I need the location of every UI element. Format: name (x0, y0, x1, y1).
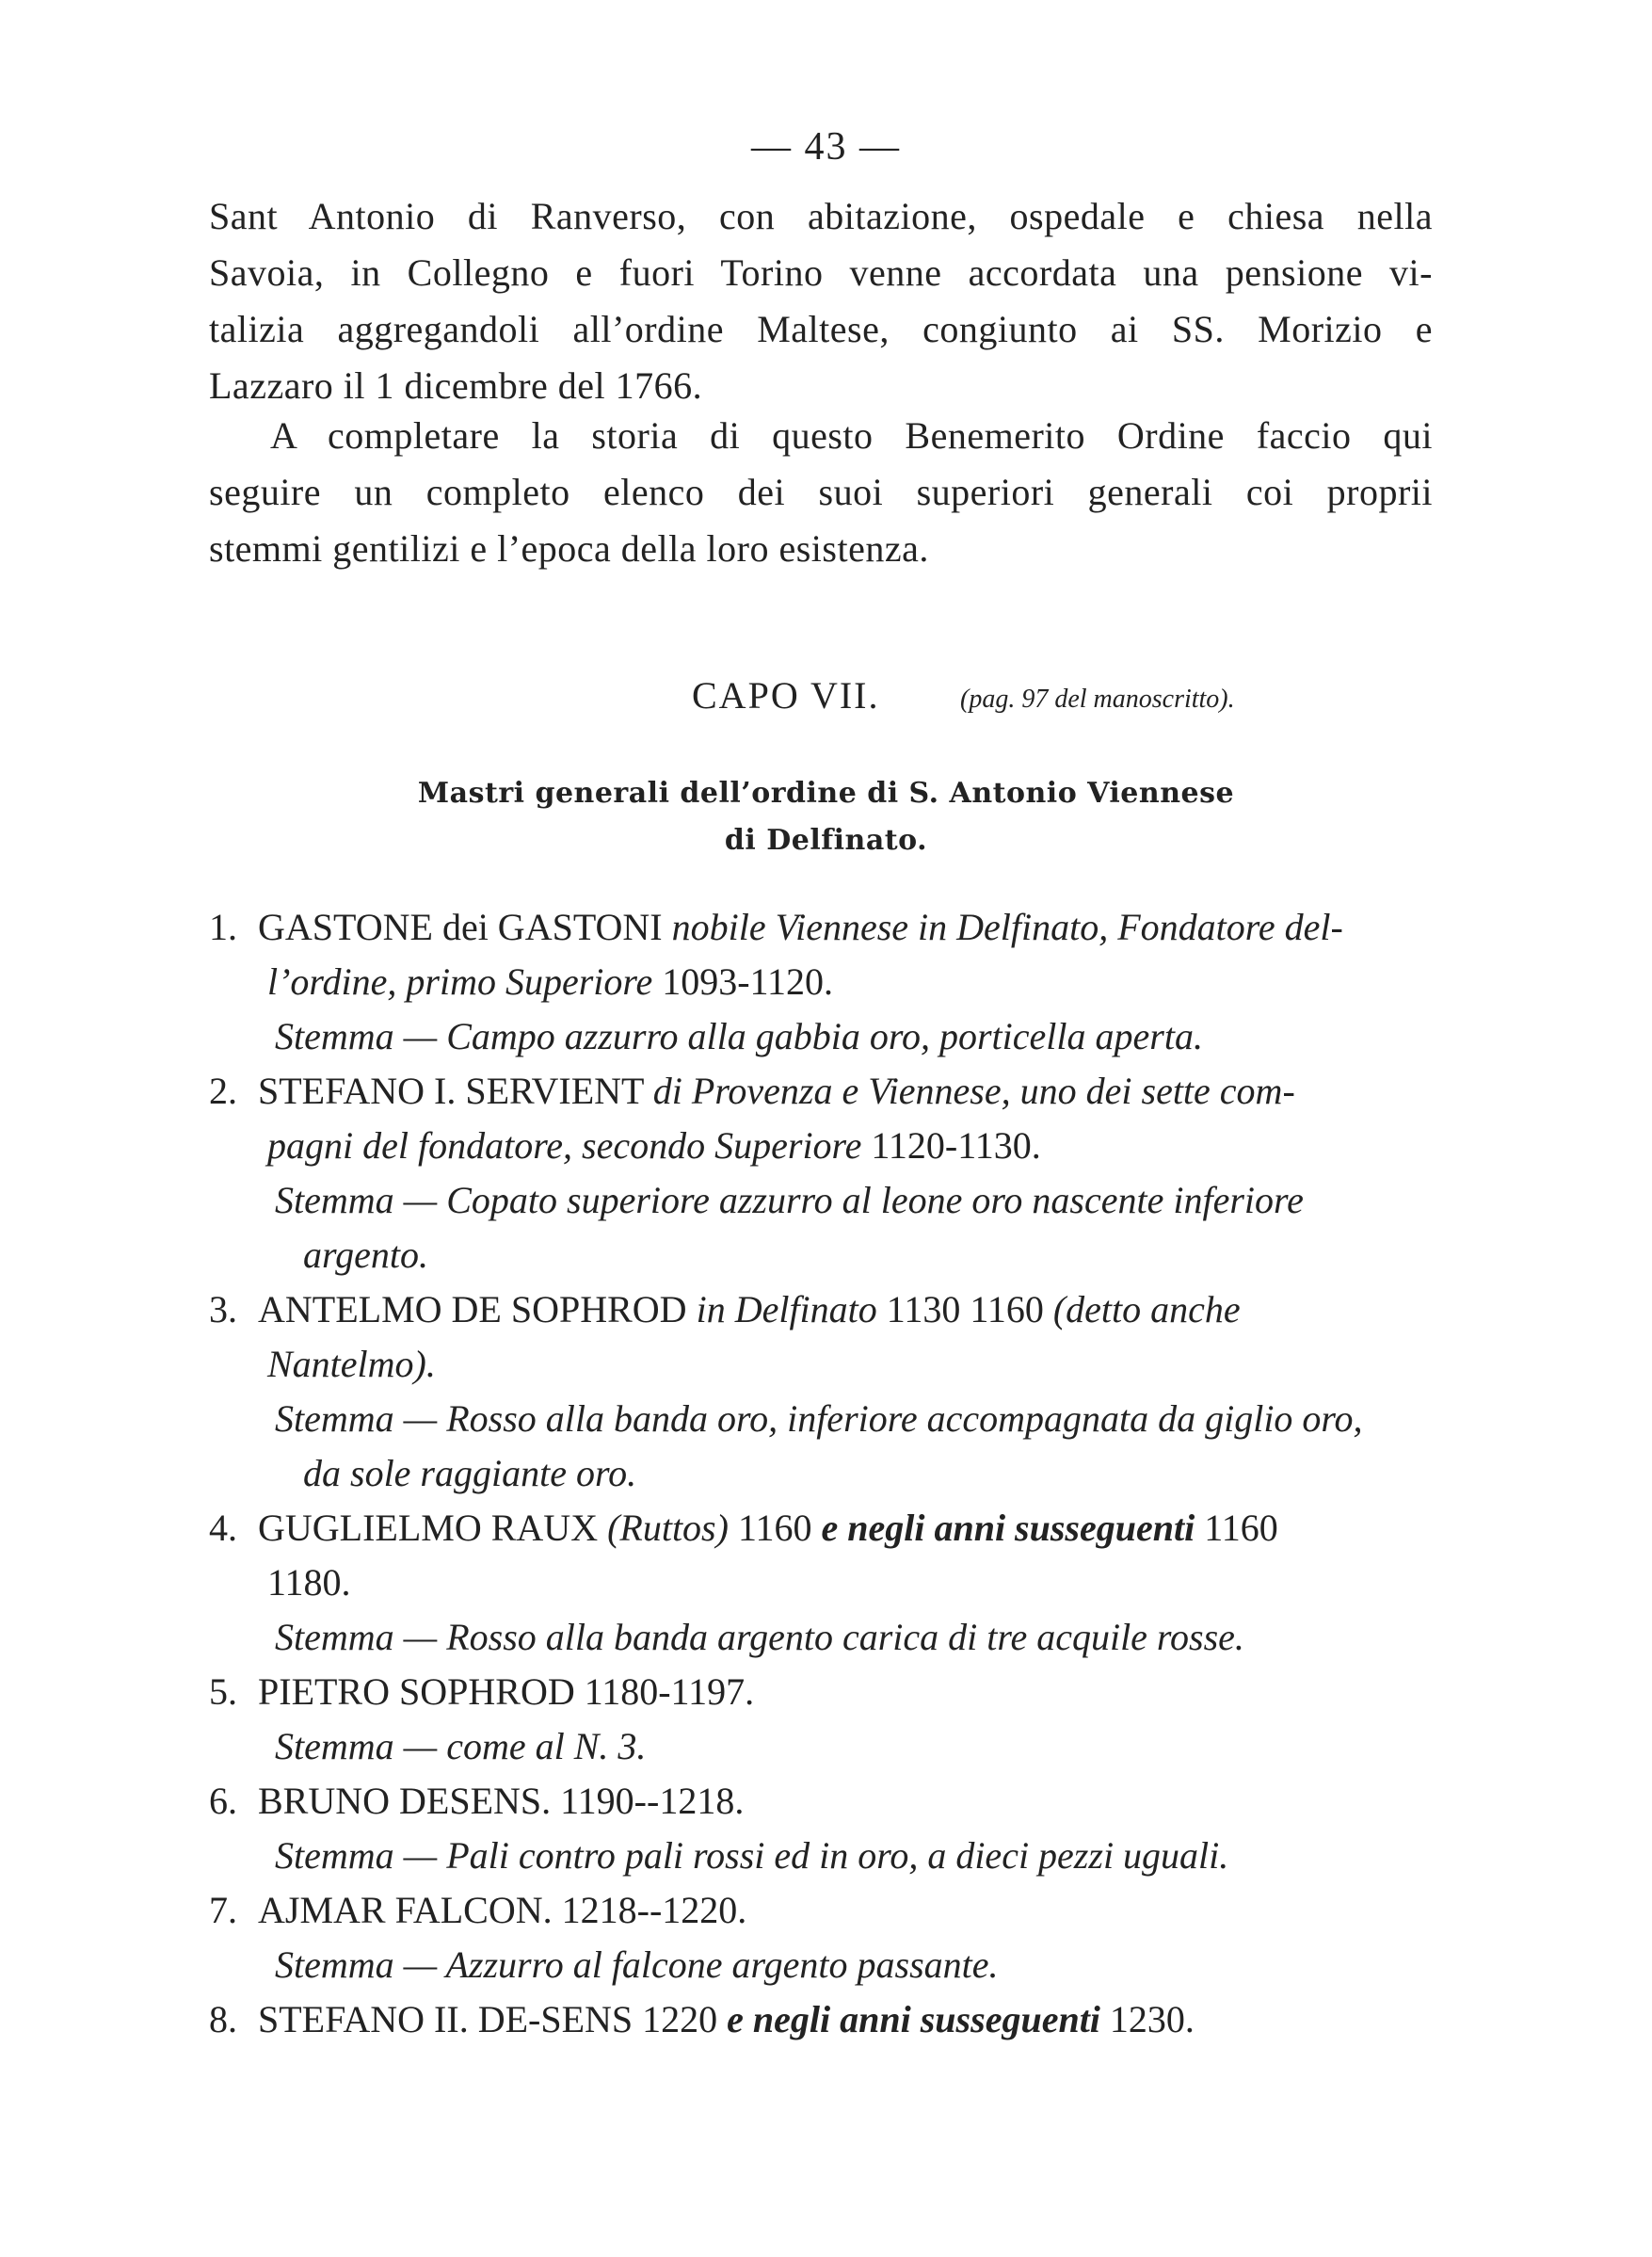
entry-name: BRUNO DESENS. (258, 1780, 552, 1822)
entry-heading (209, 1064, 1433, 1173)
entry-number: 4. (209, 1507, 237, 1549)
entry-coat-of-arms: Stemma — come al N. 3. (275, 1725, 647, 1767)
entry-dates: 1130 1160 (886, 1288, 1044, 1330)
entry-number: 7. (209, 1889, 237, 1931)
entry-number: 3. (209, 1288, 237, 1330)
entry-dates: 1160 (737, 1507, 812, 1549)
entry-description: l’ordine, primo Superiore (267, 960, 653, 1003)
text-line: Savoia, in Collegno e fuori Torino venne accordata una pensione vi- (209, 251, 1433, 294)
text-line: stemmi gentilizi e l’epoca della loro esistenza. (209, 527, 929, 570)
text-line: seguire un completo elenco dei suoi superiori generali coi proprii (209, 471, 1433, 513)
entry-heading (209, 1774, 1433, 1829)
entry-description: di Provenza e Viennese, uno dei sette com- (652, 1070, 1295, 1112)
section-subtitle (0, 770, 1652, 864)
entry-coat-of-arms (209, 1392, 1433, 1501)
entry-heading (209, 1665, 1433, 1719)
list-item (209, 1883, 1433, 1992)
entry-description: Nantelmo). (267, 1343, 436, 1385)
entry-number: 6. (209, 1780, 237, 1822)
list-item (209, 1992, 1433, 2047)
entry-description: e negli anni susseguenti (821, 1507, 1195, 1549)
entry-number: 5. (209, 1670, 237, 1713)
stemma-text: da sole raggiante oro. (303, 1452, 637, 1494)
entry-heading (209, 1501, 1433, 1610)
list-item (209, 1665, 1433, 1774)
entry-dates: 1180-1197. (584, 1670, 755, 1713)
entry-coat-of-arms (209, 1173, 1433, 1282)
masters-list (209, 900, 1433, 2047)
entry-dates: 1160 (1204, 1507, 1278, 1549)
entry-number: 1. (209, 906, 237, 948)
entry-name: AJMAR FALCON. (258, 1889, 553, 1931)
chapter-note: (pag. 97 del manoscritto). (960, 685, 1235, 714)
stemma-text: Stemma — Copato superiore azzurro al leone oro nascente inferiore (275, 1179, 1304, 1221)
stemma-text: Stemma — Rosso alla banda oro, inferiore accompagnata da giglio oro, (275, 1397, 1363, 1440)
entry-heading (209, 900, 1433, 1009)
entry-heading (209, 1992, 1433, 2047)
entry-coat-of-arms: Stemma — Pali contro pali rossi ed in oro, a dieci pezzi uguali. (275, 1834, 1229, 1877)
entry-name: GUGLIELMO RAUX (258, 1507, 599, 1549)
entry-description: pagni del fondatore, secondo Superiore (267, 1124, 862, 1167)
list-item (209, 1282, 1433, 1501)
list-item (209, 1501, 1433, 1665)
list-item (209, 1064, 1433, 1282)
entry-name: STEFANO I. SERVIENT (258, 1070, 644, 1112)
entry-coat-of-arms: Stemma — Azzurro al falcone argento passante. (275, 1943, 999, 1986)
entry-description: e negli anni susseguenti (727, 1998, 1100, 2040)
list-item (209, 1774, 1433, 1883)
text-line: Sant Antonio di Ranverso, con abitazione, ospedale e chiesa nella (209, 195, 1433, 237)
entry-dates: 1120-1130. (871, 1124, 1041, 1167)
entry-heading (209, 1282, 1433, 1392)
entry-dates: 1093-1120. (662, 960, 834, 1003)
text-line: talizia aggregandoli all’ordine Maltese, congiunto ai SS. Morizio e (209, 308, 1433, 350)
entry-description: (detto anche (1052, 1288, 1241, 1330)
page-number: — 43 — (751, 125, 901, 169)
entry-description: nobile Viennese in Delfinato, Fondatore del- (671, 906, 1343, 948)
subtitle-line: di Delfinato. (724, 824, 928, 857)
entry-number: 8. (209, 1998, 237, 2040)
chapter-title: CAPO VII. (692, 674, 880, 717)
entry-coat-of-arms: Stemma — Rosso alla banda argento carica di tre acquile rosse. (275, 1616, 1244, 1658)
entry-number: 2. (209, 1070, 237, 1112)
list-item (209, 900, 1433, 1064)
entry-dates: 1190--1218. (560, 1780, 745, 1822)
entry-dates: 1180. (267, 1561, 351, 1604)
paragraph-intro-list (209, 408, 1433, 577)
entry-dates: 1220 (642, 1998, 718, 2040)
entry-name: GASTONE dei GASTONI (258, 906, 663, 948)
entry-dates: 1218--1220. (561, 1889, 747, 1931)
entry-name: STEFANO II. DE-SENS (258, 1998, 634, 2040)
paragraph-continuation (209, 188, 1433, 414)
subtitle-line: Mastri generali dell’ordine di S. Antonio Viennese (417, 777, 1235, 810)
text-line: Lazzaro il 1 dicembre del 1766. (209, 364, 703, 407)
entry-name: PIETRO SOPHROD (258, 1670, 575, 1713)
stemma-text: argento. (303, 1233, 428, 1276)
entry-description: in Delfinato (696, 1288, 877, 1330)
entry-coat-of-arms: Stemma — Campo azzurro alla gabbia oro, porticella aperta. (275, 1015, 1203, 1057)
entry-dates: 1230. (1109, 1998, 1195, 2040)
entry-heading (209, 1883, 1433, 1938)
text-line: A completare la storia di questo Benemerito Ordine faccio qui (270, 414, 1433, 457)
entry-alias: (Ruttos) (607, 1507, 729, 1549)
entry-name: ANTELMO DE SOPHROD (258, 1288, 687, 1330)
